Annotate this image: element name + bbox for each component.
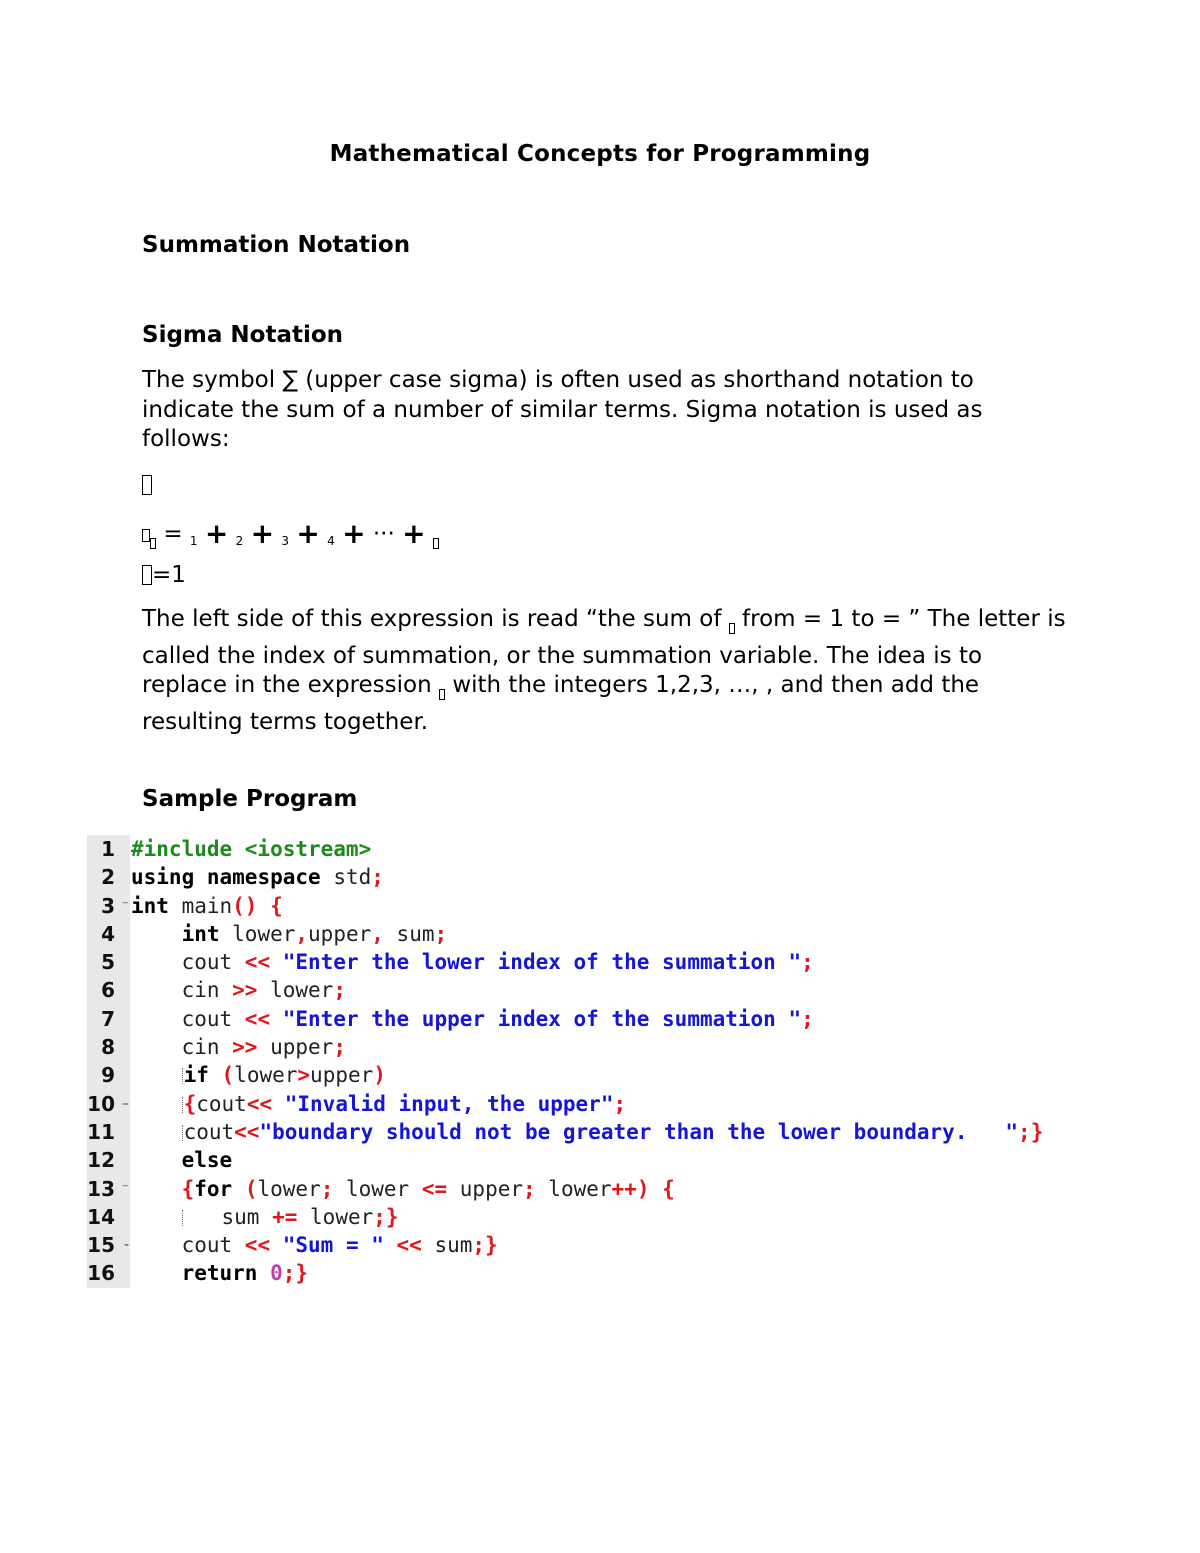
code-line [87, 892, 1147, 920]
formula-plus-2: + [250, 517, 275, 550]
fold-marker-icon[interactable]: - [123, 1237, 129, 1254]
formula-plus-5: + [402, 517, 426, 550]
explanation-part-1: The left side of this expression is read “the sum of [142, 606, 729, 632]
formula-subscript-2: 2 [235, 534, 244, 548]
line-number: 5 [87, 948, 130, 976]
missing-glyph-icon [433, 538, 439, 549]
code-text: #include <iostream> [131, 837, 372, 861]
code-line [87, 920, 1147, 948]
code-line [87, 1005, 1147, 1033]
line-number: 9 [87, 1061, 130, 1089]
line-number: 15 - [87, 1231, 130, 1259]
line-number: 4 [87, 920, 130, 948]
code-text: else [181, 1148, 233, 1173]
line-number: 14 [87, 1203, 130, 1231]
code-line [87, 863, 1147, 891]
program-heading: Sample Program [142, 786, 358, 812]
formula-plus-1: + [204, 517, 229, 550]
code-text: return 0;} [181, 1261, 309, 1286]
code-line [87, 1090, 1147, 1118]
subsection-heading: Sigma Notation [142, 322, 344, 348]
code-line [87, 1146, 1147, 1174]
code-text: int main() { [131, 893, 283, 918]
line-number: 16 [87, 1259, 130, 1287]
missing-glyph-icon [150, 538, 156, 549]
code-line [87, 976, 1147, 1004]
formula-plus-4: + [342, 517, 366, 550]
line-number: 11 [87, 1118, 130, 1146]
code-text: cout<<"boundary should not be greater than the lower boundary. ";} [183, 1119, 1044, 1144]
code-text: cout << "Enter the upper index of the summation "; [181, 1006, 814, 1031]
line-number: 2 [87, 863, 130, 891]
code-line [87, 1033, 1147, 1061]
formula-equals: = [163, 521, 183, 547]
fold-marker-icon[interactable]: – [122, 1095, 129, 1112]
code-text: using namespace std; [131, 865, 384, 890]
missing-glyph-icon [142, 475, 152, 495]
line-number: 7 [87, 1005, 130, 1033]
formula-subscript-4: 4 [327, 534, 335, 548]
code-text: int lower,upper, sum; [181, 921, 448, 946]
fold-marker-icon[interactable]: ⁻ [121, 1180, 129, 1197]
code-text: cin >> upper; [181, 1035, 346, 1060]
code-block [87, 835, 1147, 1288]
code-text: {for (lower; lower <= upper; lower++) { [181, 1176, 675, 1201]
line-number: 10 – [87, 1090, 130, 1118]
code-text: sum += lower;} [131, 1203, 399, 1231]
formula-subscript-1: 1 [189, 534, 198, 548]
code-line [87, 1203, 1147, 1231]
code-text: cin >> lower; [181, 978, 346, 1003]
formula-plus-3: + [296, 517, 320, 550]
formula-lower-limit-text: =1 [152, 562, 186, 588]
missing-glyph-icon [142, 529, 150, 542]
code-text: if (lower>upper) [183, 1063, 386, 1088]
formula-ellipsis: ··· [372, 521, 395, 547]
intro-paragraph: The symbol ∑ (upper case sigma) is often used as shorthand notation to indicate the sum of a number of similar terms. Sigma notation is used as follows: [142, 367, 983, 452]
code-text: {cout<< "Invalid input, the upper"; [183, 1091, 627, 1116]
missing-glyph-icon [142, 565, 152, 585]
formula-subscript-3: 3 [281, 534, 290, 548]
code-text: cout << "Sum = " << sum;} [181, 1233, 498, 1258]
line-number: 13 ⁻ [87, 1175, 130, 1203]
indent-guide [182, 1210, 184, 1226]
fold-marker-icon[interactable]: ⁻ [121, 897, 129, 914]
line-number: 3 ⁻ [87, 892, 130, 920]
explanation-paragraph [142, 605, 1072, 737]
code-line [87, 1175, 1147, 1203]
line-number: 1 [87, 835, 130, 863]
code-text: cout << "Enter the lower index of the summation "; [181, 950, 814, 975]
explanation-part-2: from = 1 to = ” The letter is called the index of summation, or the summation variable. The idea is to replace in the expression [142, 606, 1066, 698]
page-title: Mathematical Concepts for Programming [329, 141, 871, 167]
explanation-part-3: with the integers 1,2,3, …, , and then add the resulting terms together. [142, 672, 980, 735]
formula-lower-limit [142, 562, 186, 588]
line-number: 6 [87, 976, 130, 1004]
code-line [87, 1231, 1147, 1259]
code-line [87, 1259, 1147, 1287]
line-number: 8 [87, 1033, 130, 1061]
line-number: 12 [87, 1146, 130, 1174]
formula-main [142, 517, 439, 550]
formula-upper-limit [142, 472, 152, 498]
code-line [87, 1118, 1147, 1146]
code-line [87, 1061, 1147, 1089]
section-heading: Summation Notation [142, 232, 411, 258]
code-line [87, 948, 1147, 976]
code-line [87, 835, 1147, 863]
